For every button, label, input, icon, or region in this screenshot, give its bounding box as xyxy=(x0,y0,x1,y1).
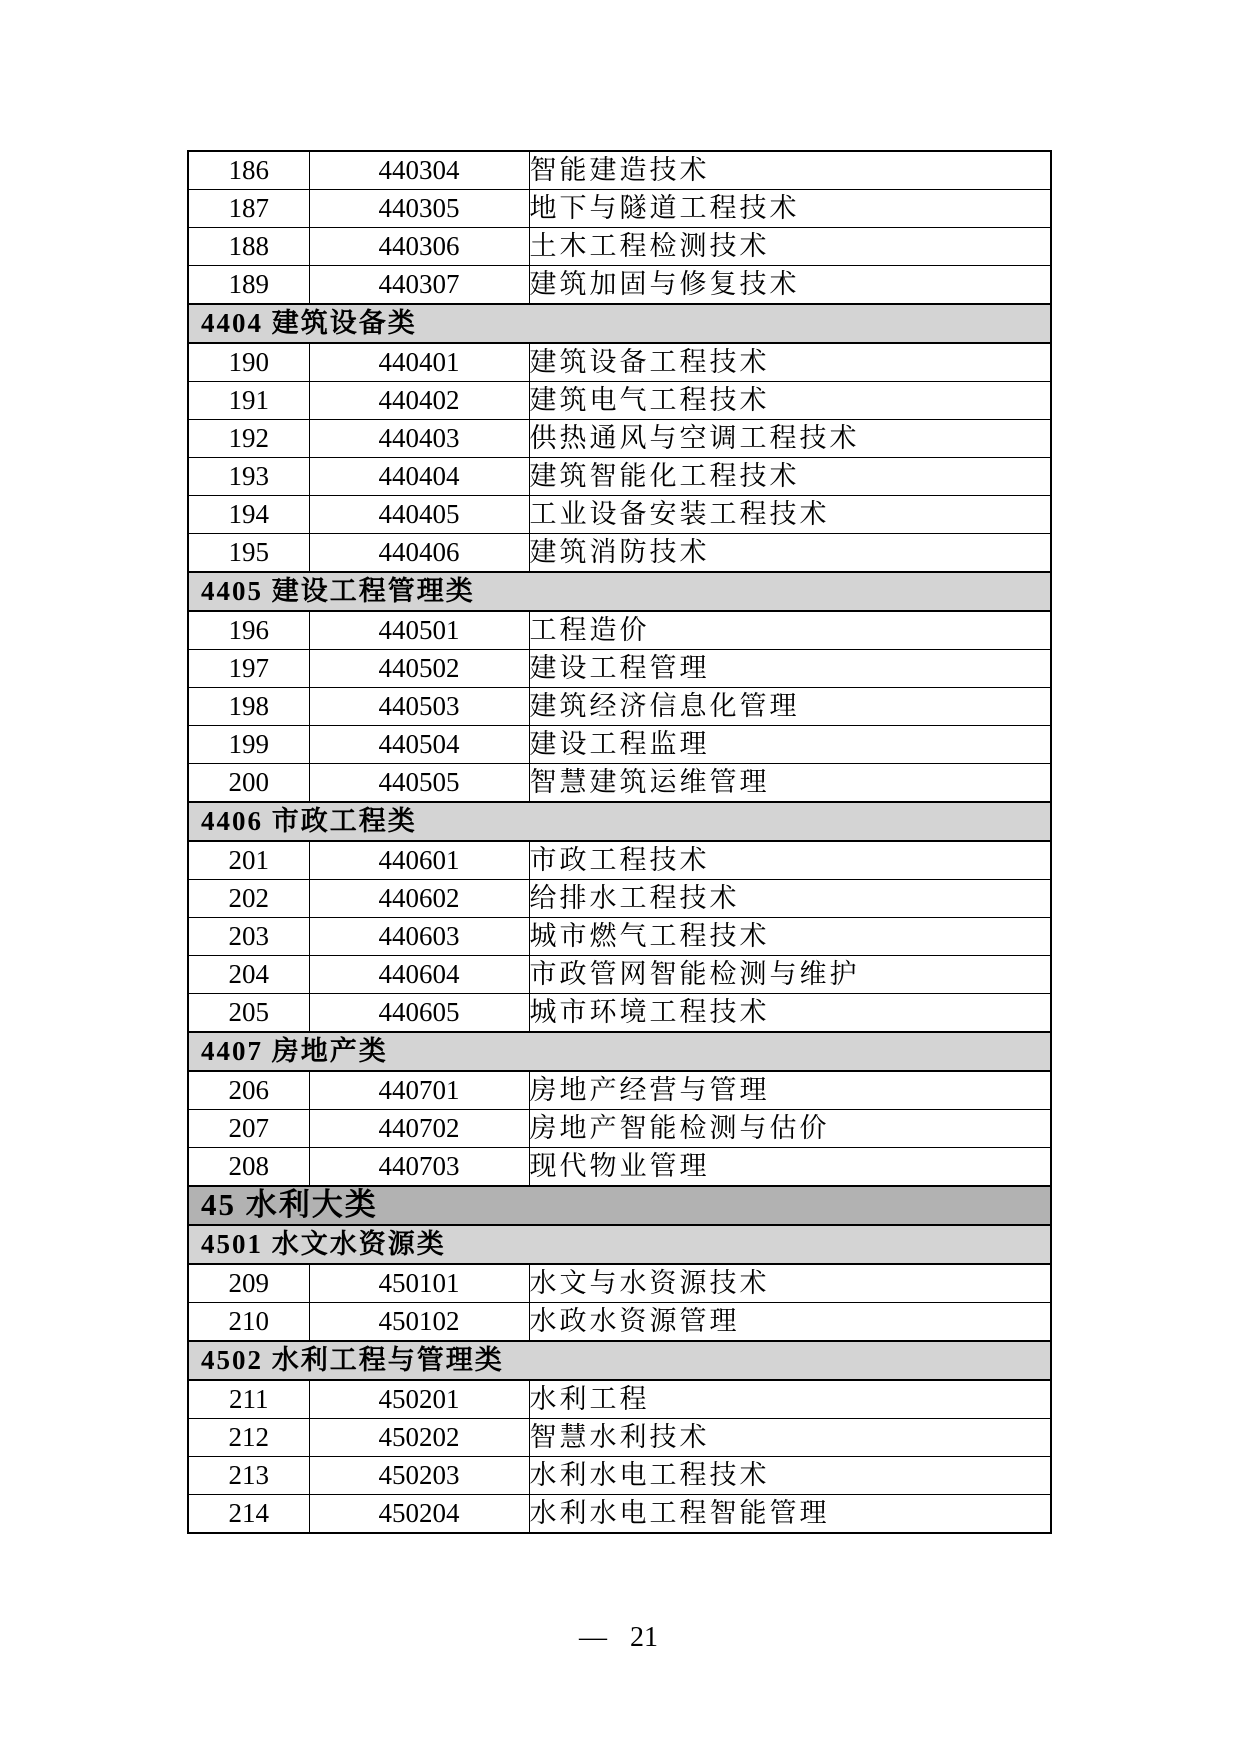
major-name: 智慧水利技术 xyxy=(529,1419,1051,1457)
table-row xyxy=(188,726,1051,764)
table-row xyxy=(188,994,1051,1033)
table-row xyxy=(188,1303,1051,1342)
table-row xyxy=(188,496,1051,534)
major-seq-number: 202 xyxy=(188,880,309,918)
major-code: 440602 xyxy=(309,880,529,918)
major-seq-number: 213 xyxy=(188,1457,309,1495)
table-row xyxy=(188,151,1051,190)
major-name: 工业设备安装工程技术 xyxy=(529,496,1051,534)
table-row xyxy=(188,688,1051,726)
table-row xyxy=(188,266,1051,305)
table-row xyxy=(188,382,1051,420)
major-seq-number: 208 xyxy=(188,1148,309,1187)
major-seq-number: 190 xyxy=(188,343,309,382)
major-code: 440406 xyxy=(309,534,529,573)
table-row xyxy=(188,841,1051,880)
major-name: 城市环境工程技术 xyxy=(529,994,1051,1033)
major-name: 智能建造技术 xyxy=(529,151,1051,190)
section-header-cell: 4406 市政工程类 xyxy=(188,802,1051,841)
table-row xyxy=(188,880,1051,918)
major-seq-number: 206 xyxy=(188,1071,309,1110)
table-row xyxy=(188,1419,1051,1457)
major-name: 水利水电工程智能管理 xyxy=(529,1495,1051,1534)
major-seq-number: 211 xyxy=(188,1380,309,1419)
major-name: 建筑电气工程技术 xyxy=(529,382,1051,420)
major-seq-number: 201 xyxy=(188,841,309,880)
table-row xyxy=(188,343,1051,382)
major-seq-number: 199 xyxy=(188,726,309,764)
section-header-row xyxy=(188,1225,1051,1264)
major-section-header-row xyxy=(188,1186,1051,1225)
major-name: 建筑消防技术 xyxy=(529,534,1051,573)
major-code: 440403 xyxy=(309,420,529,458)
major-name: 建筑加固与修复技术 xyxy=(529,266,1051,305)
major-seq-number: 212 xyxy=(188,1419,309,1457)
table-row xyxy=(188,228,1051,266)
major-seq-number: 195 xyxy=(188,534,309,573)
major-code: 440404 xyxy=(309,458,529,496)
major-seq-number: 200 xyxy=(188,764,309,803)
major-code: 440503 xyxy=(309,688,529,726)
major-code: 450101 xyxy=(309,1264,529,1303)
section-header-cell: 4501 水文水资源类 xyxy=(188,1225,1051,1264)
section-header-row xyxy=(188,1341,1051,1380)
major-name: 地下与隧道工程技术 xyxy=(529,190,1051,228)
major-code: 440702 xyxy=(309,1110,529,1148)
major-code: 450203 xyxy=(309,1457,529,1495)
table-row xyxy=(188,1457,1051,1495)
table-row xyxy=(188,420,1051,458)
major-name: 水政水资源管理 xyxy=(529,1303,1051,1342)
table-row xyxy=(188,190,1051,228)
section-header-cell: 4404 建筑设备类 xyxy=(188,304,1051,343)
major-code: 440307 xyxy=(309,266,529,305)
major-code: 440504 xyxy=(309,726,529,764)
major-name: 土木工程检测技术 xyxy=(529,228,1051,266)
major-seq-number: 214 xyxy=(188,1495,309,1534)
section-header-row xyxy=(188,802,1051,841)
major-name: 房地产经营与管理 xyxy=(529,1071,1051,1110)
major-seq-number: 188 xyxy=(188,228,309,266)
major-code: 450204 xyxy=(309,1495,529,1534)
major-name: 城市燃气工程技术 xyxy=(529,918,1051,956)
major-code: 440405 xyxy=(309,496,529,534)
major-seq-number: 186 xyxy=(188,151,309,190)
major-code: 440605 xyxy=(309,994,529,1033)
table-row xyxy=(188,534,1051,573)
major-seq-number: 203 xyxy=(188,918,309,956)
major-code: 440402 xyxy=(309,382,529,420)
major-seq-number: 191 xyxy=(188,382,309,420)
major-seq-number: 193 xyxy=(188,458,309,496)
major-seq-number: 192 xyxy=(188,420,309,458)
major-name: 现代物业管理 xyxy=(529,1148,1051,1187)
table-row xyxy=(188,1380,1051,1419)
majors-code-table xyxy=(187,150,1052,1534)
major-code: 440603 xyxy=(309,918,529,956)
major-name: 建筑经济信息化管理 xyxy=(529,688,1051,726)
table-row xyxy=(188,650,1051,688)
major-name: 建设工程管理 xyxy=(529,650,1051,688)
section-header-row xyxy=(188,572,1051,611)
major-code: 440304 xyxy=(309,151,529,190)
table-row xyxy=(188,1110,1051,1148)
table-row xyxy=(188,764,1051,803)
major-code: 440501 xyxy=(309,611,529,650)
section-header-cell: 4502 水利工程与管理类 xyxy=(188,1341,1051,1380)
major-seq-number: 209 xyxy=(188,1264,309,1303)
major-code: 440401 xyxy=(309,343,529,382)
major-code: 450201 xyxy=(309,1380,529,1419)
major-code: 440505 xyxy=(309,764,529,803)
page-number: — 21 xyxy=(579,1622,658,1653)
major-name: 水文与水资源技术 xyxy=(529,1264,1051,1303)
major-name: 房地产智能检测与估价 xyxy=(529,1110,1051,1148)
major-code: 440601 xyxy=(309,841,529,880)
major-name: 工程造价 xyxy=(529,611,1051,650)
table-row xyxy=(188,611,1051,650)
major-code: 450102 xyxy=(309,1303,529,1342)
major-seq-number: 205 xyxy=(188,994,309,1033)
major-seq-number: 207 xyxy=(188,1110,309,1148)
major-code: 440305 xyxy=(309,190,529,228)
major-code: 440604 xyxy=(309,956,529,994)
section-header-row xyxy=(188,304,1051,343)
major-name: 市政管网智能检测与维护 xyxy=(529,956,1051,994)
table-row xyxy=(188,918,1051,956)
major-seq-number: 194 xyxy=(188,496,309,534)
table-row xyxy=(188,956,1051,994)
major-code: 440502 xyxy=(309,650,529,688)
table-row xyxy=(188,1071,1051,1110)
major-seq-number: 196 xyxy=(188,611,309,650)
major-name: 建筑智能化工程技术 xyxy=(529,458,1051,496)
major-name: 供热通风与空调工程技术 xyxy=(529,420,1051,458)
table-row xyxy=(188,1148,1051,1187)
table-row xyxy=(188,458,1051,496)
major-code: 440306 xyxy=(309,228,529,266)
section-header-row xyxy=(188,1032,1051,1071)
majors-table-body xyxy=(188,151,1051,1533)
major-name: 建筑设备工程技术 xyxy=(529,343,1051,382)
major-name: 智慧建筑运维管理 xyxy=(529,764,1051,803)
major-name: 给排水工程技术 xyxy=(529,880,1051,918)
major-seq-number: 189 xyxy=(188,266,309,305)
major-code: 440701 xyxy=(309,1071,529,1110)
major-name: 市政工程技术 xyxy=(529,841,1051,880)
major-code: 450202 xyxy=(309,1419,529,1457)
major-seq-number: 187 xyxy=(188,190,309,228)
major-seq-number: 198 xyxy=(188,688,309,726)
major-code: 440703 xyxy=(309,1148,529,1187)
major-name: 水利工程 xyxy=(529,1380,1051,1419)
major-seq-number: 197 xyxy=(188,650,309,688)
section-header-cell: 4407 房地产类 xyxy=(188,1032,1051,1071)
table-row xyxy=(188,1264,1051,1303)
major-name: 建设工程监理 xyxy=(529,726,1051,764)
table-row xyxy=(188,1495,1051,1534)
major-section-header-cell: 45 水利大类 xyxy=(188,1186,1051,1225)
major-seq-number: 210 xyxy=(188,1303,309,1342)
major-name: 水利水电工程技术 xyxy=(529,1457,1051,1495)
section-header-cell: 4405 建设工程管理类 xyxy=(188,572,1051,611)
major-seq-number: 204 xyxy=(188,956,309,994)
